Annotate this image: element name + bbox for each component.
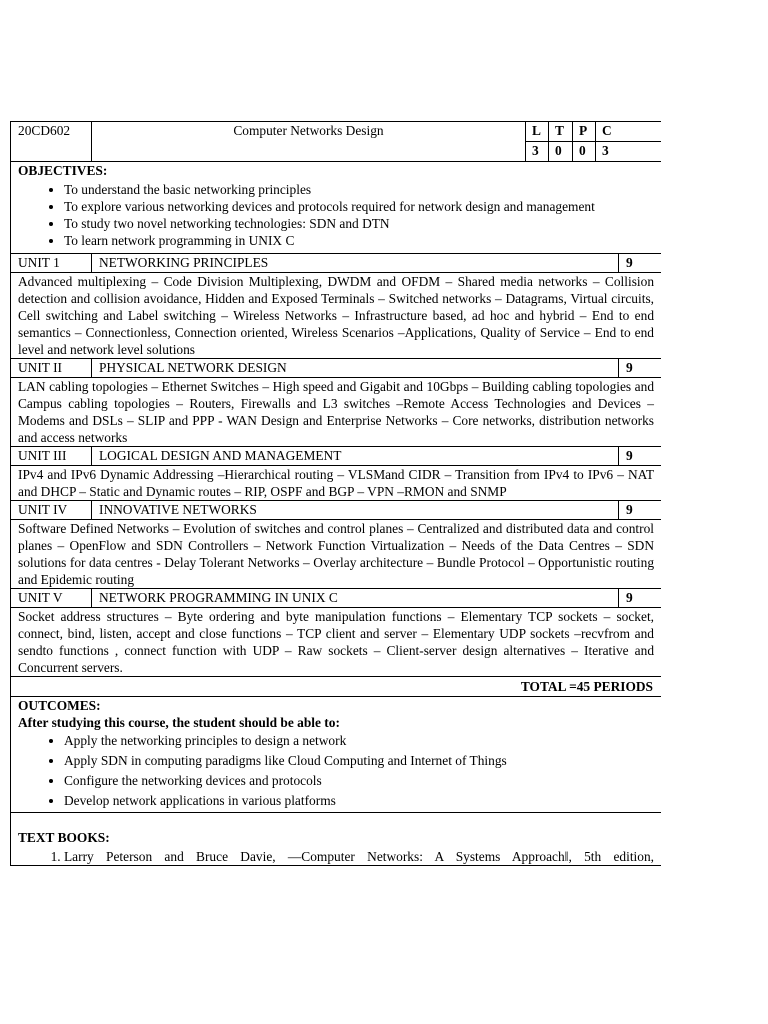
unit-content: Socket address structures – Byte ordering and byte manipulation functions – Elementary TCP sockets – socket, connect, bind, listen, accept and close functions – TCP client and server – Elementary UDP sockets –recvfrom and sendto functions , connect function with UDP – Raw sockets – Client-server design alternatives – Iterative and Concurrent servers. xyxy=(11,608,662,677)
ltpc-value-t: 0 xyxy=(549,142,573,162)
unit-label: UNIT V xyxy=(11,589,92,608)
ltpc-value-c: 3 xyxy=(596,142,662,162)
total-periods: TOTAL =45 PERIODS xyxy=(11,677,662,697)
unit-header-row xyxy=(11,359,662,378)
outcomes-row xyxy=(11,697,662,813)
unit-header-row xyxy=(11,589,662,608)
unit-hours: 9 xyxy=(619,501,662,520)
unit-header-row xyxy=(11,501,662,520)
list-item: • To understand the basic networking principles xyxy=(64,181,654,198)
unit-hours: 9 xyxy=(619,254,662,273)
textbooks-row xyxy=(11,813,662,866)
outcomes-intro: After studying this course, the student should be able to: xyxy=(18,715,340,730)
unit-content: IPv4 and IPv6 Dynamic Addressing –Hierarchical routing – VLSMand CIDR – Transition from IPv4 to IPv6 – NAT and DHCP – Static and Dynamic routes – RIP, OSPF and BGP – VPN –RMON and SNMP xyxy=(11,466,662,501)
textbooks-list xyxy=(18,848,654,865)
list-item: 1. Larry Peterson and Bruce Davie, ―Computer Networks: A Systems Approach‖, 5th edition, xyxy=(64,848,654,865)
outcomes-cell xyxy=(11,697,662,813)
unit-label: UNIT IV xyxy=(11,501,92,520)
unit-header-row xyxy=(11,447,662,466)
unit-header-row xyxy=(11,254,662,273)
unit-label: UNIT III xyxy=(11,447,92,466)
ltpc-header-c: C xyxy=(596,122,662,142)
list-item: • To explore various networking devices and protocols required for network design and management xyxy=(64,198,654,215)
objectives-heading: OBJECTIVES: xyxy=(18,163,108,178)
total-row xyxy=(11,677,662,697)
list-item: • To study two novel networking technologies: SDN and DTN xyxy=(64,215,654,232)
ltpc-value-p: 0 xyxy=(573,142,596,162)
unit-hours: 9 xyxy=(619,447,662,466)
outcomes-list xyxy=(18,732,654,809)
objectives-list xyxy=(18,181,654,249)
list-item: • To learn network programming in UNIX C xyxy=(64,232,654,249)
course-header-row xyxy=(11,122,662,142)
unit-hours: 9 xyxy=(619,359,662,378)
unit-label: UNIT II xyxy=(11,359,92,378)
list-item: • Develop network applications in various platforms xyxy=(64,792,654,809)
unit-content-row xyxy=(11,608,662,677)
unit-content: LAN cabling topologies – Ethernet Switches – High speed and Gigabit and 10Gbps – Building cabling topologies and Campus cabling topologies – Routers, Firewalls and L3 switches –Remote Access Technologies and Devices – Modems and DSLs – SLIP and PPP - WAN Design and Enterprise Networks – Core networks, distribution networks and access networks xyxy=(11,378,662,447)
unit-content: Software Defined Networks – Evolution of switches and control planes – Centralized and distributed data and control planes – OpenFlow and SDN Controllers – Network Function Virtualization – Needs of the Data Centres – SDN solutions for data centres - Delay Tolerant Networks – Overlay architecture – Bundle Protocol – Opportunistic routing and Epidemic routing xyxy=(11,520,662,589)
unit-content-row xyxy=(11,466,662,501)
course-title: Computer Networks Design xyxy=(92,122,526,162)
unit-title: INNOVATIVE NETWORKS xyxy=(92,501,619,520)
outcomes-heading: OUTCOMES: xyxy=(18,698,101,713)
syllabus-table xyxy=(10,121,661,866)
ltpc-header-l: L xyxy=(526,122,549,142)
unit-title: NETWORK PROGRAMMING IN UNIX C xyxy=(92,589,619,608)
textbooks-cell xyxy=(11,813,662,866)
unit-content-row xyxy=(11,273,662,359)
ltpc-header-p: P xyxy=(573,122,596,142)
list-item: • Apply the networking principles to design a network xyxy=(64,732,654,749)
unit-content: Advanced multiplexing – Code Division Multiplexing, DWDM and OFDM – Shared media networks – Collision detection and collision avoidance, Hidden and Exposed Terminals – Switched networks – Datagrams, Virtual circuits, Cell switching and Label switching – Wireless Networks – Infrastructure based, ad hoc and hybrid – End to end semantics – Connectionless, Connection oriented, Wireless Scenarios –Applications, Quality of Service – End to end level and network level solutions xyxy=(11,273,662,359)
list-item: • Apply SDN in computing paradigms like Cloud Computing and Internet of Things xyxy=(64,752,654,769)
unit-hours: 9 xyxy=(619,589,662,608)
objectives-row xyxy=(11,162,662,254)
unit-title: NETWORKING PRINCIPLES xyxy=(92,254,619,273)
list-item: • Configure the networking devices and protocols xyxy=(64,772,654,789)
unit-label: UNIT 1 xyxy=(11,254,92,273)
unit-title: PHYSICAL NETWORK DESIGN xyxy=(92,359,619,378)
ltpc-header-t: T xyxy=(549,122,573,142)
ltpc-value-l: 3 xyxy=(526,142,549,162)
syllabus-page xyxy=(10,121,661,1024)
textbooks-heading: TEXT BOOKS: xyxy=(18,830,110,845)
objectives-cell xyxy=(11,162,662,254)
unit-content-row xyxy=(11,520,662,589)
unit-content-row xyxy=(11,378,662,447)
unit-title: LOGICAL DESIGN AND MANAGEMENT xyxy=(92,447,619,466)
course-code: 20CD602 xyxy=(11,122,92,162)
